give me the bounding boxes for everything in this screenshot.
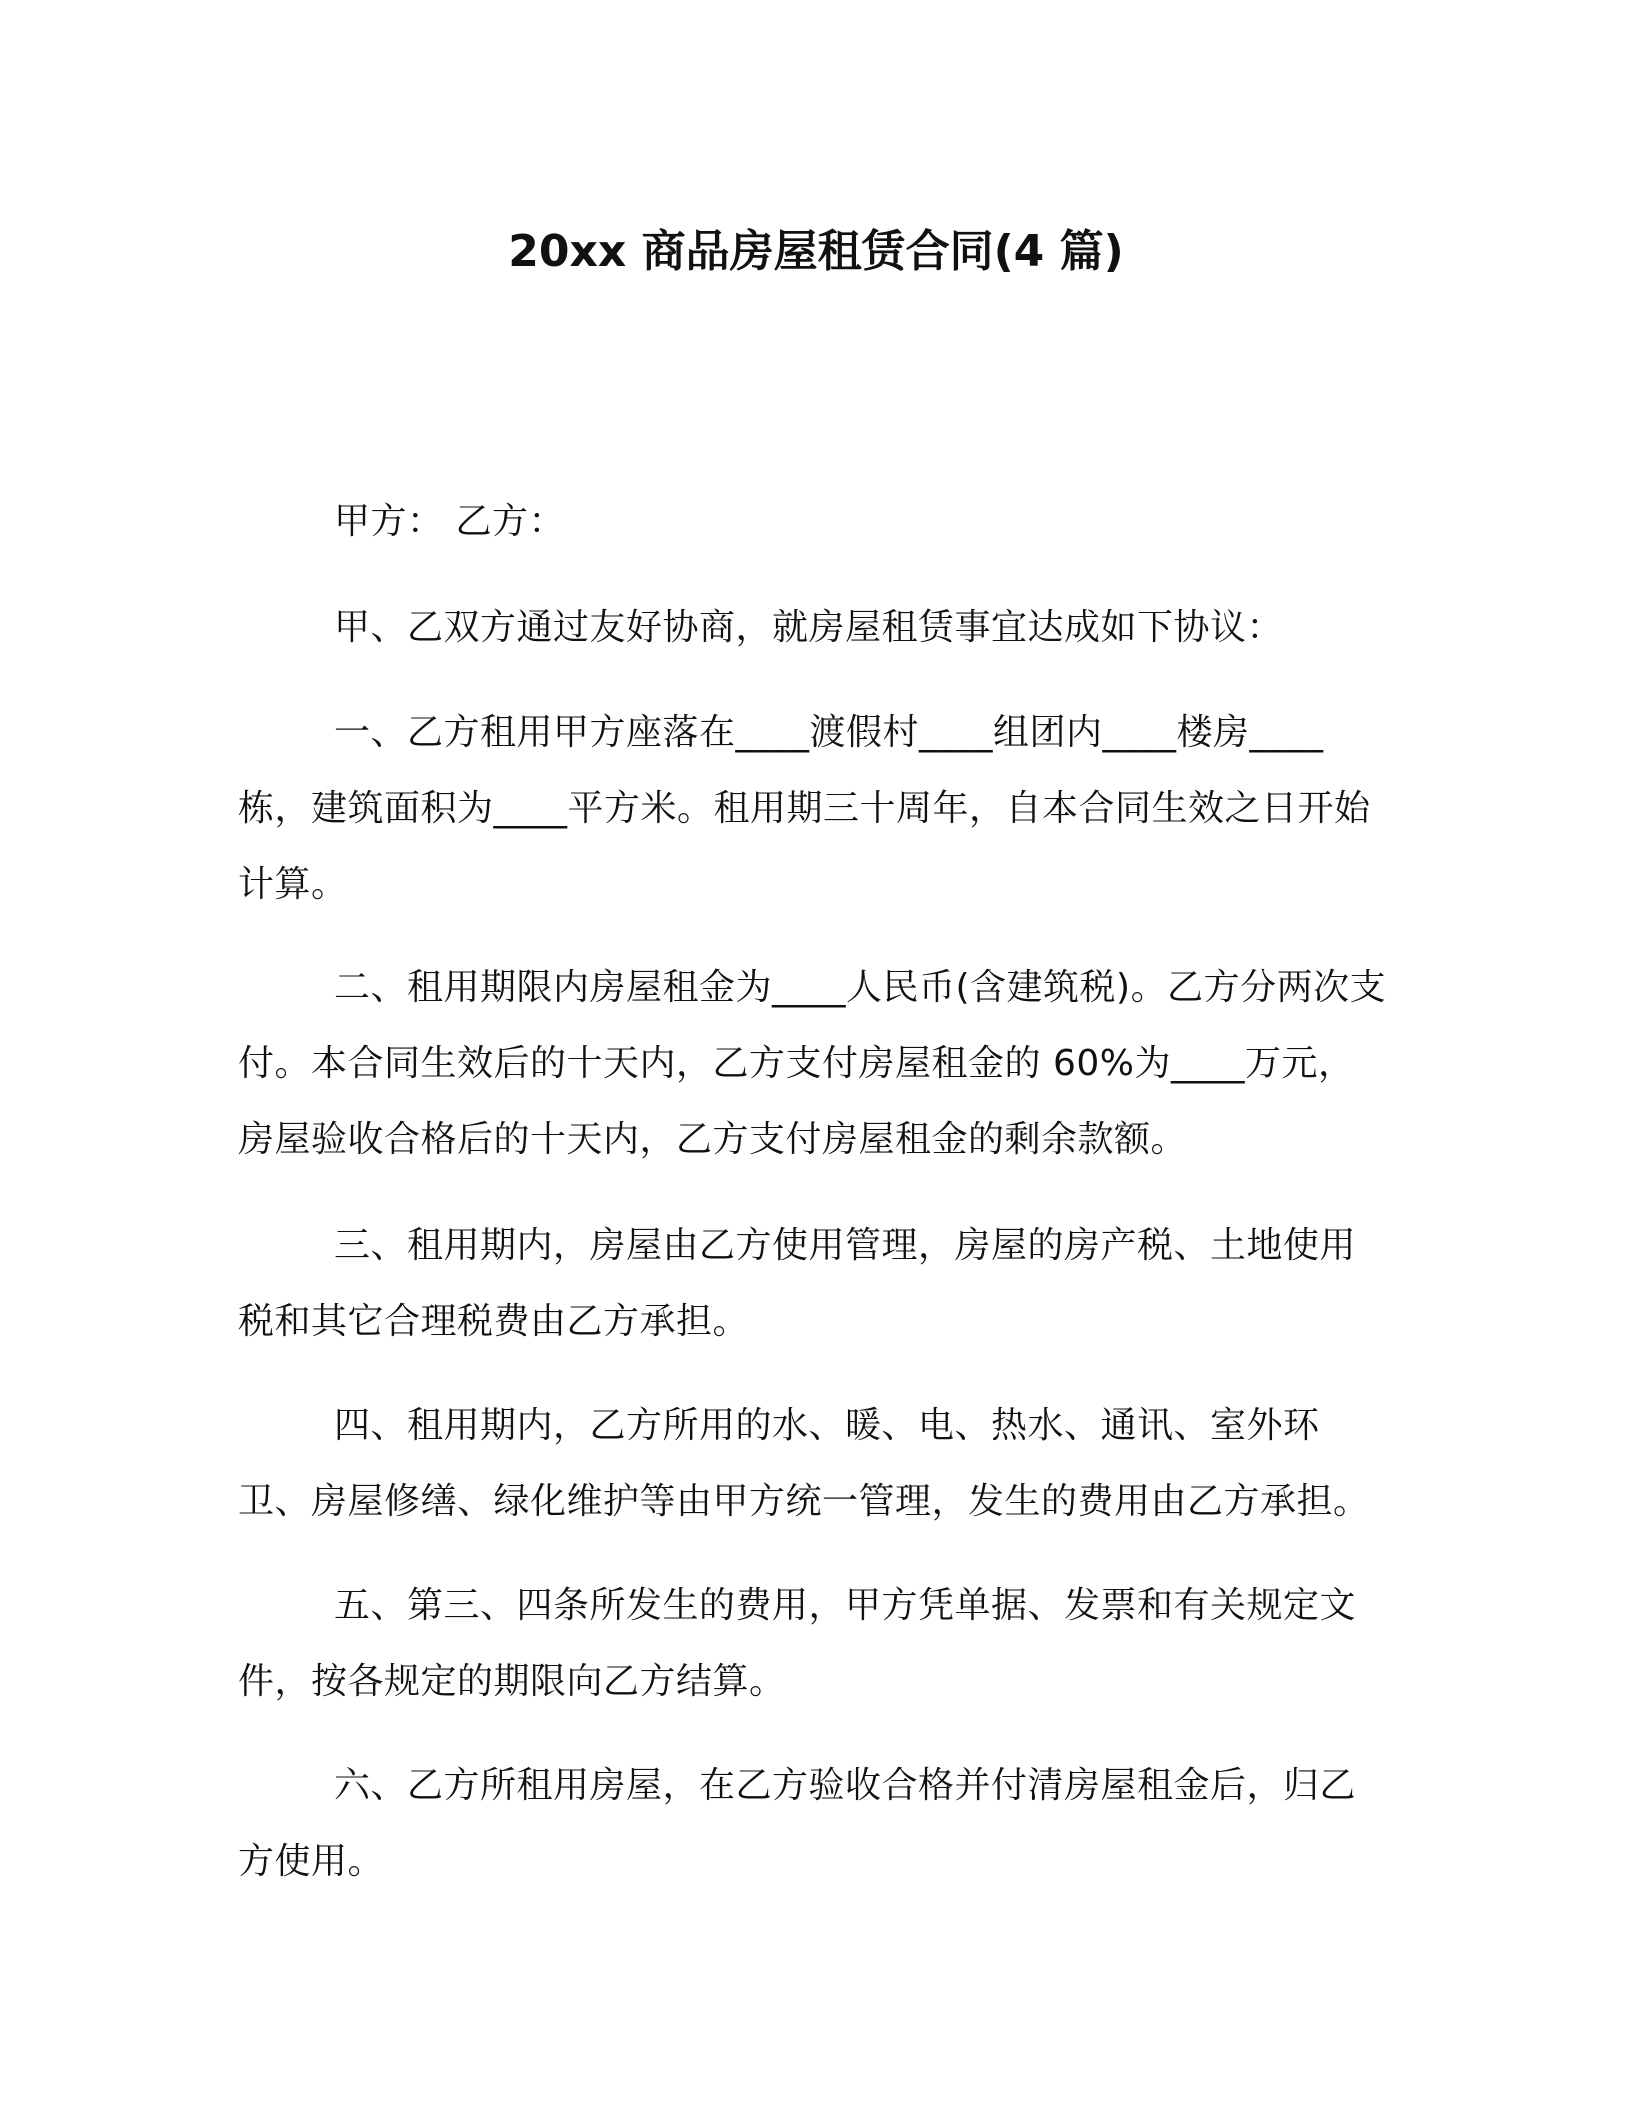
clause-3: 三、租用期内，房屋由乙方使用管理，房屋的房产税、土地使用税和其它合理税费由乙方承担。 <box>238 1225 1357 1342</box>
clause-1: 一、乙方租用甲方座落在____渡假村____组团内____楼房____栋，建筑面积为____平方米。租用期三十周年，自本合同生效之日开始计算。 <box>238 712 1371 905</box>
clause-5: 五、第三、四条所发生的费用，甲方凭单据、发票和有关规定文件，按各规定的期限向乙方结算。 <box>238 1585 1357 1702</box>
clause-4: 四、租用期内，乙方所用的水、暖、电、热水、通讯、室外环卫、房屋修缮、绿化维护等由甲方统一管理，发生的费用由乙方承担。 <box>238 1405 1370 1522</box>
clause-2: 二、租用期限内房屋租金为____人民币(含建筑税)。乙方分两次支付。本合同生效后的十天内，乙方支付房屋租金的 60%为____万元，房屋验收合格后的十天内，乙方支付房屋租金的剩余款额。 <box>238 967 1387 1160</box>
clause-6: 六、乙方所租用房屋，在乙方验收合格并付清房屋租金后，归乙方使用。 <box>238 1765 1357 1882</box>
party-line: 甲方： 乙方： <box>334 501 565 542</box>
agreement-intro: 甲、乙双方通过友好协商，就房屋租赁事宜达成如下协议： <box>334 607 1284 648</box>
document-title: 20xx 商品房屋租赁合同(4 篇) <box>508 226 1124 277</box>
